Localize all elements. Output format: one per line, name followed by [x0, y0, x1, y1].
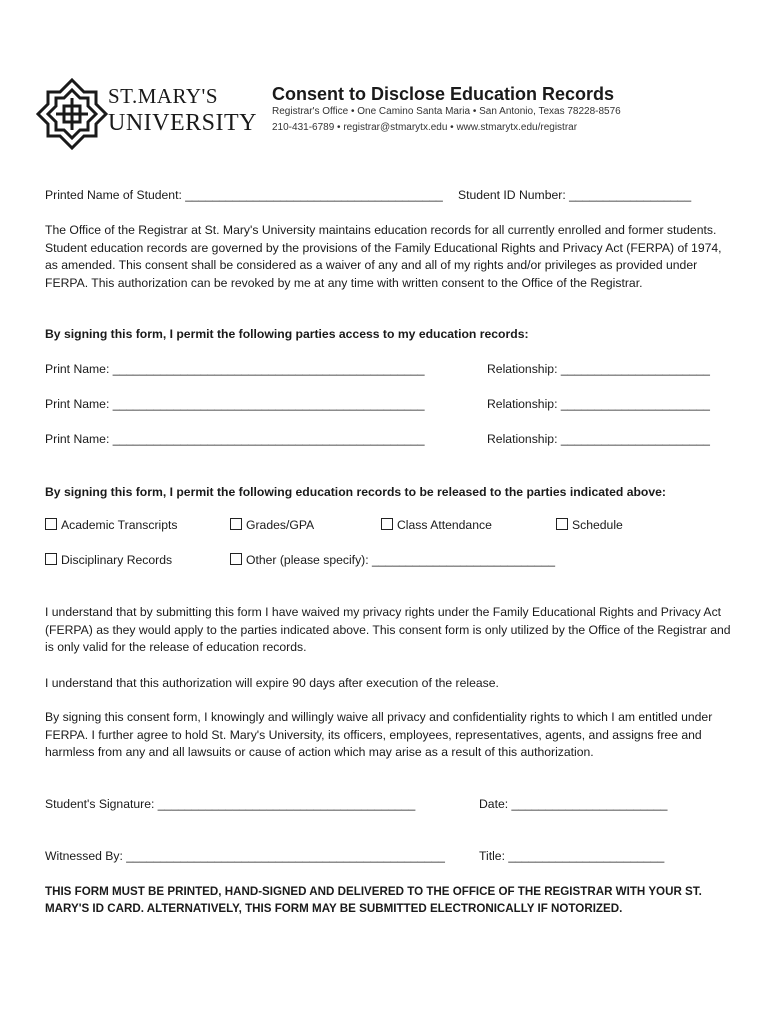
option-grades-gpa[interactable]: Grades/GPA — [230, 517, 314, 534]
checkbox[interactable] — [381, 518, 393, 530]
page-title: Consent to Disclose Education Records — [272, 84, 615, 104]
expiry-paragraph: I understand that this authorization will expire 90 days after execution of the release. — [45, 676, 499, 690]
student-name-field[interactable]: Printed Name of Student: ______________________________________ — [45, 188, 443, 202]
waiver-paragraph: I understand that by submitting this form I have waived my privacy rights under the Family Educational Rights and Privacy Act (FERPA) as they would apply to the parties indicated above. This consent form is only utilized by the Office of the Registrar and is only valid for the release of education records. — [45, 605, 731, 654]
parties-heading: By signing this form, I permit the following parties access to my education records: — [45, 327, 529, 341]
party-name-field[interactable]: Print Name: ______________________________________________ — [45, 397, 425, 411]
option-class-attendance[interactable]: Class Attendance — [381, 517, 492, 534]
checkbox[interactable] — [45, 518, 57, 530]
checkbox[interactable] — [45, 553, 57, 565]
intro-paragraph: The Office of the Registrar at St. Mary's University maintains education records for all currently enrolled and former students. Student education records are governed by the provisions of the Family Educational Rights and Privacy Act (FERPA) of 1974, as amended. This consent shall be considered as a waiver of any and all of my rights and/or privileges as provided under FERPA. This authorization can be revoked by me at any time with written consent to the Office of the Registrar. — [45, 223, 722, 290]
student-signature-field[interactable]: Student's Signature: ______________________________________ — [45, 797, 416, 811]
party-relationship-field[interactable]: Relationship: ______________________ — [487, 432, 710, 446]
title-field[interactable]: Title: _______________________ — [479, 849, 665, 863]
checkbox[interactable] — [230, 518, 242, 530]
date-field[interactable]: Date: _______________________ — [479, 797, 668, 811]
checkbox[interactable] — [230, 553, 242, 565]
address-line: Registrar's Office • One Camino Santa Maria • San Antonio, Texas 78228-8576 — [272, 106, 621, 117]
checkbox[interactable] — [556, 518, 568, 530]
submission-notice: THIS FORM MUST BE PRINTED, HAND-SIGNED AND DELIVERED TO THE OFFICE OF THE REGISTRAR WITH YOUR ST. MARY'S ID CARD. ALTERNATIVELY, THIS FORM MAY BE SUBMITTED ELECTRONICALLY IF NOTORIZED. — [45, 885, 702, 915]
party-name-field[interactable]: Print Name: ______________________________________________ — [45, 362, 425, 376]
logo-line-2: UNIVERSITY — [108, 110, 257, 136]
records-heading: By signing this form, I permit the following education records to be released to the parties indicated above: — [45, 485, 666, 499]
logo-line-1: ST.MARY'S — [108, 84, 219, 108]
option-schedule[interactable]: Schedule — [556, 517, 623, 534]
option-other[interactable]: Other (please specify): ___________________________ — [230, 552, 555, 569]
university-logo — [34, 76, 110, 152]
witnessed-by-field[interactable]: Witnessed By: _______________________________________________ — [45, 849, 445, 863]
party-relationship-field[interactable]: Relationship: ______________________ — [487, 362, 710, 376]
option-academic-transcripts[interactable]: Academic Transcripts — [45, 517, 178, 534]
option-disciplinary-records[interactable]: Disciplinary Records — [45, 552, 172, 569]
student-id-field[interactable]: Student ID Number: __________________ — [458, 188, 692, 202]
contact-line: 210-431-6789 • registrar@stmarytx.edu • www.stmarytx.edu/registrar — [272, 122, 578, 133]
release-paragraph: By signing this consent form, I knowingly and willingly waive all privacy and confidentiality rights to which I am entitled under FERPA. I further agree to hold St. Mary's University, its officers, employees, representatives, agents, and assigns free and harmless from any and all lawsuits or cause of action which may arise as a result of this authorization. — [45, 710, 713, 759]
party-relationship-field[interactable]: Relationship: ______________________ — [487, 397, 710, 411]
party-name-field[interactable]: Print Name: ______________________________________________ — [45, 432, 425, 446]
